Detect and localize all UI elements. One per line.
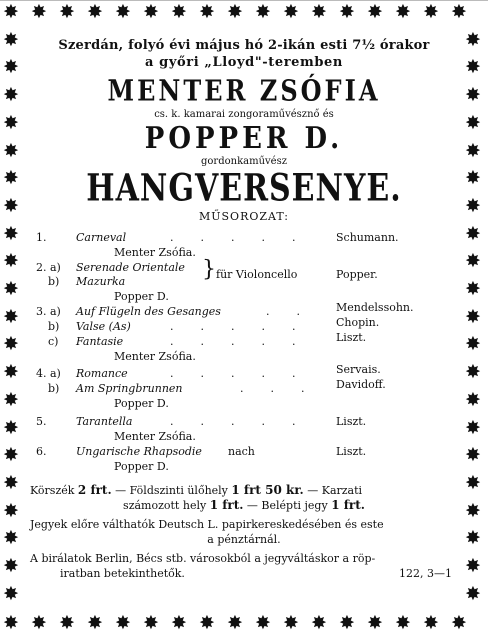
star-ornament-icon: ✸	[3, 194, 19, 217]
star-ornament-icon: ✸	[3, 1, 19, 23]
reference-number: 122, 3—1	[399, 567, 452, 580]
star-ornament-icon: ✸	[367, 612, 383, 634]
star-ornament-icon: ✸	[87, 612, 103, 634]
item-composer: Liszt.	[336, 445, 367, 458]
star-ornament-icon: ✸	[465, 499, 481, 522]
star-ornament-icon: ✸	[465, 305, 481, 328]
review-info	[30, 551, 458, 581]
star-ornament-icon: ✸	[465, 250, 481, 273]
ticket-line: Jegyek előre válthatók Deutsch L. papirkereskedésében és este	[30, 518, 384, 531]
announcement-body	[30, 28, 458, 581]
item-extra: nach	[228, 445, 255, 458]
star-ornament-icon: ✸	[199, 612, 215, 634]
performer2-title: gordonkaművész	[201, 156, 287, 167]
star-ornament-icon: ✸	[283, 612, 299, 634]
item-title: Carneval	[76, 231, 127, 244]
item-number: 3. a)	[36, 305, 61, 318]
star-ornament-icon: ✸	[465, 444, 481, 467]
star-ornament-icon: ✸	[465, 416, 481, 439]
star-ornament-icon: ✸	[3, 84, 19, 107]
star-ornament-icon: ✸	[59, 612, 75, 634]
star-ornament-icon: ✸	[423, 1, 439, 23]
star-ornament-icon: ✸	[255, 612, 271, 634]
star-ornament-icon: ✸	[465, 167, 481, 190]
star-ornament-icon: ✸	[3, 555, 19, 577]
star-ornament-icon: ✸	[465, 471, 481, 494]
star-ornament-icon: ✸	[3, 139, 19, 162]
item-number: b)	[48, 382, 60, 395]
ticket-line: a pénztárnál.	[207, 533, 281, 546]
item-title: Auf Flügeln des Gesanges	[76, 305, 221, 318]
star-ornament-icon: ✸	[3, 416, 19, 439]
item-performer: Menter Zsófia.	[114, 430, 196, 443]
star-ornament-icon: ✸	[395, 1, 411, 23]
star-ornament-icon: ✸	[465, 278, 481, 300]
ticket-info	[30, 517, 458, 547]
star-ornament-icon: ✸	[3, 444, 19, 467]
star-ornament-icon: ✸	[465, 28, 481, 51]
item-composer: Schumann.	[336, 231, 399, 244]
leader-dots: .....	[170, 335, 323, 348]
item-composer: Chopin.	[336, 316, 380, 329]
item-number: b)	[48, 275, 60, 288]
star-ornament-icon: ✸	[87, 1, 103, 23]
item-performer: Menter Zsófia.	[114, 350, 196, 363]
item-number: c)	[48, 335, 59, 348]
star-ornament-icon: ✸	[465, 84, 481, 107]
item-title: Tarantella	[76, 415, 133, 428]
item-composer: Popper.	[336, 268, 378, 281]
star-ornament-icon: ✸	[465, 111, 481, 134]
performer1-title: cs. k. kamarai zongoraművésznő és	[154, 109, 334, 120]
price-value: 1 frt 50 kr.	[231, 483, 304, 497]
item-number: 4. a)	[36, 367, 61, 380]
leader-dots: .....	[170, 415, 323, 428]
star-ornament-icon: ✸	[143, 612, 159, 634]
star-ornament-icon: ✸	[423, 612, 439, 634]
item-number: b)	[48, 320, 60, 333]
item-performer: Menter Zsófia.	[114, 246, 196, 259]
brace: }	[202, 257, 216, 282]
star-ornament-icon: ✸	[339, 1, 355, 23]
star-ornament-icon: ✸	[465, 222, 481, 245]
star-ornament-icon: ✸	[339, 612, 355, 634]
item-composer: Davidoff.	[336, 378, 386, 391]
star-ornament-icon: ✸	[115, 612, 131, 634]
leader-dots: .....	[170, 320, 323, 333]
star-ornament-icon: ✸	[451, 612, 467, 634]
item-extra: für Violoncello	[216, 268, 298, 281]
price-label: Körszék	[30, 484, 75, 497]
star-ornament-icon: ✸	[3, 361, 19, 384]
performer1-name: MENTER ZSÓFIA	[107, 73, 381, 108]
price-label: — Karzati	[307, 484, 363, 497]
price-label: — Földszinti ülőhely	[115, 484, 228, 497]
star-ornament-icon: ✸	[465, 56, 481, 79]
item-number: 2. a)	[36, 261, 61, 274]
price-value: 1 frt.	[209, 498, 244, 512]
item-title: Ungarische Rhapsodie	[76, 445, 202, 458]
item-composer: Mendelssohn.	[336, 301, 414, 314]
star-ornament-icon: ✸	[3, 612, 19, 634]
item-number: 5.	[36, 415, 47, 428]
price-label: számozott hely	[123, 499, 207, 512]
star-ornament-icon: ✸	[311, 612, 327, 634]
star-ornament-icon: ✸	[171, 1, 187, 23]
item-composer: Servais.	[336, 363, 381, 376]
item-performer: Popper D.	[114, 290, 169, 303]
star-ornament-icon: ✸	[3, 305, 19, 328]
star-ornament-icon: ✸	[395, 612, 411, 634]
star-ornament-icon: ✸	[3, 582, 19, 605]
prices	[30, 483, 458, 513]
star-ornament-icon: ✸	[227, 1, 243, 23]
star-ornament-icon: ✸	[465, 139, 481, 162]
star-ornament-icon: ✸	[451, 1, 467, 23]
review-line: iratban betekinthetők.	[60, 567, 185, 580]
star-ornament-icon: ✸	[143, 1, 159, 23]
star-ornament-icon: ✸	[3, 111, 19, 134]
star-ornament-icon: ✸	[31, 1, 47, 23]
star-ornament-icon: ✸	[3, 222, 19, 245]
leader-dots: .....	[170, 231, 323, 244]
star-ornament-icon: ✸	[3, 250, 19, 273]
prices-line2	[30, 498, 458, 513]
star-ornament-icon: ✸	[311, 1, 327, 23]
star-ornament-icon: ✸	[3, 499, 19, 522]
star-ornament-icon: ✸	[283, 1, 299, 23]
star-ornament-icon: ✸	[31, 612, 47, 634]
performer2-name: POPPER D.	[144, 121, 344, 157]
leader-dots: .....	[170, 367, 323, 380]
star-ornament-icon: ✸	[3, 56, 19, 79]
review-line2	[30, 566, 458, 581]
date-line: Szerdán, folyó évi május hó 2-ikán esti 7½ órakor	[58, 38, 430, 53]
star-ornament-icon: ✸	[465, 194, 481, 217]
star-ornament-icon: ✸	[465, 582, 481, 605]
star-ornament-icon: ✸	[59, 1, 75, 23]
item-composer: Liszt.	[336, 331, 367, 344]
star-ornament-icon: ✸	[3, 278, 19, 300]
item-title: Am Springbrunnen	[76, 382, 183, 395]
price-label: — Belépti jegy	[246, 499, 328, 512]
star-ornament-icon: ✸	[465, 388, 481, 411]
item-title: Fantasie	[76, 335, 124, 348]
item-title: Valse (As)	[76, 320, 131, 333]
item-number: 6.	[36, 445, 47, 458]
leader-dots: ...	[240, 382, 332, 395]
item-performer: Popper D.	[114, 460, 169, 473]
headline: HANGVERSENYE.	[86, 166, 402, 211]
item-composer: Liszt.	[336, 415, 367, 428]
star-ornament-icon: ✸	[367, 1, 383, 23]
item-number: 1.	[36, 231, 47, 244]
star-ornament-icon: ✸	[465, 361, 481, 384]
star-ornament-icon: ✸	[227, 612, 243, 634]
item-title: Serenade Orientale	[76, 261, 185, 274]
star-ornament-icon: ✸	[255, 1, 271, 23]
venue-line: a győri „Lloyd"-teremben	[145, 55, 343, 70]
star-ornament-icon: ✸	[3, 28, 19, 51]
program-list	[30, 229, 458, 473]
star-ornament-icon: ✸	[465, 555, 481, 577]
star-ornament-icon: ✸	[171, 612, 187, 634]
star-ornament-icon: ✸	[3, 333, 19, 356]
program-label: MŰSOROZAT:	[198, 210, 290, 223]
review-line: A birálatok Berlin, Bécs stb. városokból a jegyváltáskor a röp-	[30, 552, 376, 565]
star-ornament-icon: ✸	[199, 1, 215, 23]
star-ornament-icon: ✸	[465, 333, 481, 356]
item-title: Mazurka	[76, 275, 126, 288]
star-ornament-icon: ✸	[3, 527, 19, 550]
prices-line1	[30, 483, 458, 498]
star-ornament-icon: ✸	[115, 1, 131, 23]
item-performer: Popper D.	[114, 397, 169, 410]
star-ornament-icon: ✸	[3, 388, 19, 411]
price-value: 1 frt.	[331, 498, 365, 512]
star-ornament-icon: ✸	[3, 471, 19, 494]
star-ornament-icon: ✸	[465, 527, 481, 550]
item-title: Romance	[76, 367, 128, 380]
price-value: 2 frt.	[77, 483, 112, 497]
star-ornament-icon: ✸	[3, 167, 19, 190]
leader-dots: ..	[266, 305, 327, 318]
